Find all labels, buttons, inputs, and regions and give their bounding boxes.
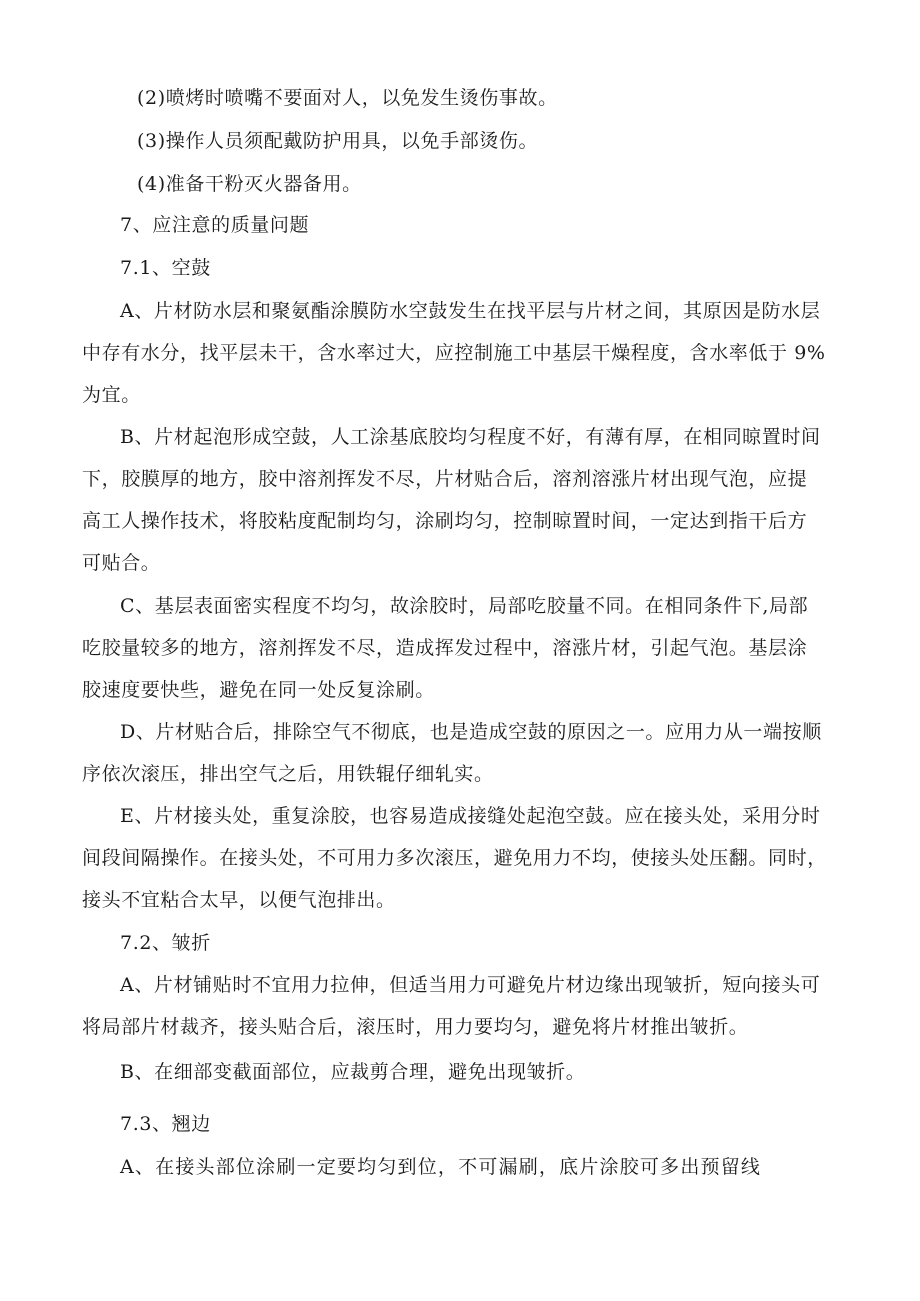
subsection-heading-7-1: 7.1、空鼓 — [120, 257, 211, 279]
paragraph-e-line-2: 间段间隔操作。在接头处，不可用力多次滚压，避免用力不均，使接头处压翻。同时， — [82, 847, 827, 869]
paragraph-e-line-3: 接头不宜粘合太早，以便气泡排出。 — [82, 889, 396, 911]
paragraph-b-line-2: 下，胶膜厚的地方，胶中溶剂挥发不尽，片材贴合后，溶剂溶涨片材出现气泡，应提 — [82, 468, 808, 490]
paragraph-a-line-1: A、片材防水层和聚氨酯涂膜防水空鼓发生在找平层与片材之间，其原因是防水层 — [120, 300, 821, 322]
paragraph-d-line-1: D、片材贴合后，排除空气不彻底，也是造成空鼓的原因之一。应用力从一端按顺 — [120, 721, 822, 743]
wrinkle-paragraph-b: B、在细部变截面部位，应裁剪合理，避免出现皱折。 — [120, 1061, 586, 1083]
paragraph-b-line-3: 高工人操作技术，将胶粘度配制均匀，涂刷均匀，控制晾置时间，一定达到指干后方 — [82, 510, 808, 532]
subsection-heading-7-3: 7.3、翘边 — [120, 1113, 211, 1135]
paragraph-d-line-2: 序依次滚压，排出空气之后，用铁辊仔细轧实。 — [82, 763, 494, 785]
safety-item-3: (3)操作人员须配戴防护用具，以免手部烫伤。 — [137, 130, 539, 152]
paragraph-a-line-3: 为宜。 — [82, 384, 141, 406]
safety-item-4: (4)准备干粉灭火器备用。 — [137, 173, 362, 195]
paragraph-a-line-2: 中存有水分，找平层未干，含水率过大，应控制施工中基层干燥程度，含水率低于 9% — [82, 342, 826, 364]
subsection-heading-7-2: 7.2、皱折 — [120, 932, 211, 954]
paragraph-c-line-2: 吃胶量较多的地方，溶剂挥发不尽，造成挥发过程中，溶涨片材，引起气泡。基层涂 — [82, 637, 808, 659]
safety-item-2: (2)喷烤时喷嘴不要面对人，以免发生烫伤事故。 — [137, 87, 558, 109]
paragraph-e-line-1: E、片材接头处，重复涂胶，也容易造成接缝处起泡空鼓。应在接头处，采用分时 — [120, 805, 821, 827]
wrinkle-paragraph-a-line-2: 将局部片材裁齐，接头贴合后，滚压时，用力要均匀，避免将片材推出皱折。 — [82, 1016, 749, 1038]
paragraph-c-line-1: C、基层表面密实程度不均匀，故涂胶时，局部吃胶量不同。在相同条件下,局部 — [120, 595, 809, 617]
wrinkle-paragraph-a-line-1: A、片材铺贴时不宜用力拉伸，但适当用力可避免片材边缘出现皱折，短向接头可 — [120, 974, 821, 996]
paragraph-b-line-1: B、片材起泡形成空鼓，人工涂基底胶均匀程度不好，有薄有厚，在相同晾置时间 — [120, 426, 821, 448]
section-heading-7: 7、应注意的质量问题 — [120, 214, 310, 236]
edge-curl-paragraph-a-line-1: A、在接头部位涂刷一定要均匀到位，不可漏刷，底片涂胶可多出预留线 — [120, 1156, 762, 1178]
paragraph-c-line-3: 胶速度要快些，避免在同一处反复涂刷。 — [82, 679, 435, 701]
paragraph-b-line-4: 可贴合。 — [82, 552, 161, 574]
